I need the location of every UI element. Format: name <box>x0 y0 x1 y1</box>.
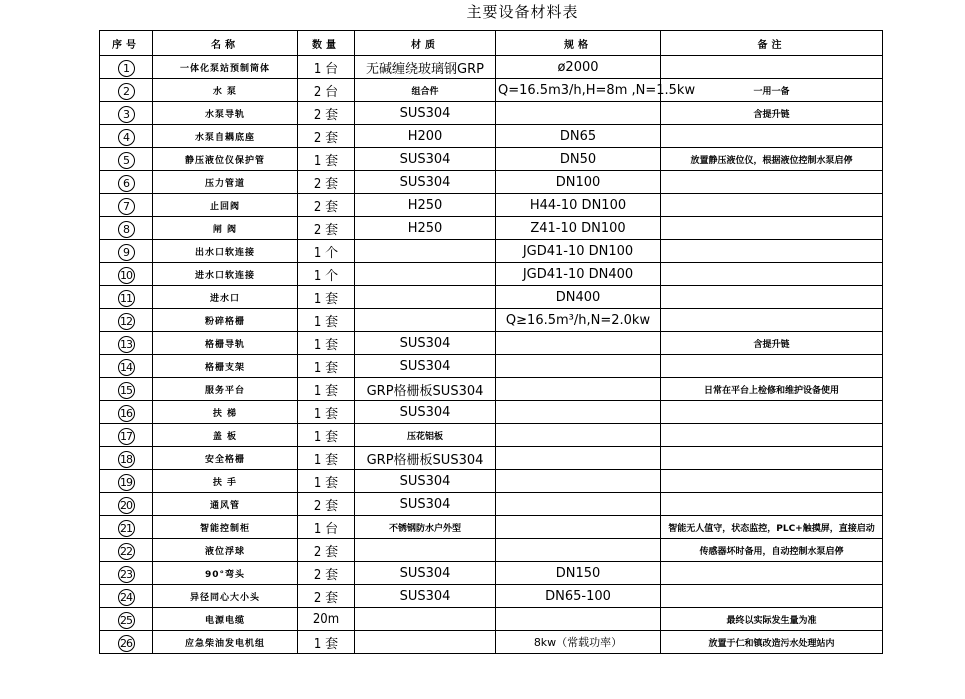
item-name: 粉碎格栅 <box>153 309 298 332</box>
table-row <box>100 378 883 401</box>
item-quantity: 1 套 <box>298 631 355 654</box>
circled-number: 15 <box>118 382 135 399</box>
item-spec <box>496 102 661 125</box>
item-quantity: 2 套 <box>298 539 355 562</box>
table-title: 主要设备材料表 <box>466 3 579 21</box>
item-material: H250 <box>355 217 496 240</box>
item-quantity: 1 套 <box>298 424 355 447</box>
circled-number: 17 <box>118 428 135 445</box>
item-name: 液位浮球 <box>153 539 298 562</box>
row-number-cell <box>100 562 153 585</box>
item-quantity: 2 套 <box>298 562 355 585</box>
table-row <box>100 171 883 194</box>
row-number-cell <box>100 194 153 217</box>
row-number-cell <box>100 217 153 240</box>
circled-number: 8 <box>118 221 135 238</box>
item-spec: DN65-100 <box>496 585 661 608</box>
item-material <box>355 286 496 309</box>
header-spec: 规格 <box>496 31 661 56</box>
table-row <box>100 263 883 286</box>
item-note: 日常在平台上检修和维护设备使用 <box>661 378 883 401</box>
item-material: GRP格栅板SUS304 <box>355 378 496 401</box>
table-row <box>100 332 883 355</box>
item-quantity: 1 台 <box>298 56 355 79</box>
item-material: SUS304 <box>355 585 496 608</box>
circled-number: 19 <box>118 474 135 491</box>
item-quantity: 2 套 <box>298 125 355 148</box>
row-number-cell <box>100 148 153 171</box>
item-note: 放置于仁和镇改造污水处理站内 <box>661 631 883 654</box>
item-note: 含提升链 <box>661 102 883 125</box>
item-spec: ø2000 <box>496 56 661 79</box>
table-row <box>100 217 883 240</box>
item-material: SUS304 <box>355 493 496 516</box>
item-spec <box>496 608 661 631</box>
equipment-material-table <box>99 30 883 654</box>
row-number-cell <box>100 470 153 493</box>
item-note <box>661 309 883 332</box>
item-material: H250 <box>355 194 496 217</box>
table-row <box>100 56 883 79</box>
item-quantity: 2 台 <box>298 79 355 102</box>
item-material: SUS304 <box>355 470 496 493</box>
row-number-cell <box>100 539 153 562</box>
item-note <box>661 217 883 240</box>
item-note <box>661 355 883 378</box>
table-row <box>100 562 883 585</box>
item-quantity: 1 套 <box>298 401 355 424</box>
table-row <box>100 102 883 125</box>
header-qty: 数量 <box>298 31 355 56</box>
item-name: 扶 梯 <box>153 401 298 424</box>
circled-number: 11 <box>118 290 135 307</box>
item-note <box>661 401 883 424</box>
item-name: 闸 阀 <box>153 217 298 240</box>
item-name: 智能控制柜 <box>153 516 298 539</box>
item-note: 传感器坏时备用，自动控制水泵启停 <box>661 539 883 562</box>
header-no: 序号 <box>100 31 153 56</box>
item-spec: Q≥16.5m³/h,N=2.0kw <box>496 309 661 332</box>
row-number-cell <box>100 378 153 401</box>
item-spec <box>496 493 661 516</box>
item-material <box>355 240 496 263</box>
circled-number: 16 <box>118 405 135 422</box>
item-note <box>661 171 883 194</box>
item-name: 格栅导轨 <box>153 332 298 355</box>
circled-number: 6 <box>118 175 135 192</box>
item-spec <box>496 355 661 378</box>
item-name: 进水口软连接 <box>153 263 298 286</box>
table-row <box>100 447 883 470</box>
circled-number: 2 <box>118 83 135 100</box>
item-spec <box>496 378 661 401</box>
item-quantity: 2 套 <box>298 217 355 240</box>
circled-number: 23 <box>118 566 135 583</box>
circled-number: 20 <box>118 497 135 514</box>
table-row <box>100 539 883 562</box>
row-number-cell <box>100 401 153 424</box>
item-material: SUS304 <box>355 562 496 585</box>
circled-number: 9 <box>118 244 135 261</box>
item-note <box>661 447 883 470</box>
item-note <box>661 424 883 447</box>
row-number-cell <box>100 516 153 539</box>
circled-number: 5 <box>118 152 135 169</box>
item-quantity: 1 套 <box>298 378 355 401</box>
item-name: 进水口 <box>153 286 298 309</box>
table-row <box>100 631 883 654</box>
table-row <box>100 401 883 424</box>
table-row <box>100 79 883 102</box>
circled-number: 22 <box>118 543 135 560</box>
item-note <box>661 194 883 217</box>
item-spec <box>496 424 661 447</box>
item-material: 压花铝板 <box>355 424 496 447</box>
item-name: 静压液位仪保护管 <box>153 148 298 171</box>
row-number-cell <box>100 309 153 332</box>
row-number-cell <box>100 424 153 447</box>
item-spec <box>496 539 661 562</box>
item-name: 水 泵 <box>153 79 298 102</box>
item-material: SUS304 <box>355 355 496 378</box>
item-spec: DN50 <box>496 148 661 171</box>
circled-number: 4 <box>118 129 135 146</box>
item-spec <box>496 516 661 539</box>
circled-number: 12 <box>118 313 135 330</box>
item-quantity: 2 套 <box>298 493 355 516</box>
item-name: 止回阀 <box>153 194 298 217</box>
table-row <box>100 608 883 631</box>
item-quantity: 1 套 <box>298 309 355 332</box>
item-name: 扶 手 <box>153 470 298 493</box>
item-quantity: 1 套 <box>298 470 355 493</box>
circled-number: 3 <box>118 106 135 123</box>
item-name: 水泵导轨 <box>153 102 298 125</box>
item-spec: Q=16.5m3/h,H=8m ,N=1.5kw <box>496 79 661 102</box>
row-number-cell <box>100 608 153 631</box>
row-number-cell <box>100 493 153 516</box>
item-name: 格栅支架 <box>153 355 298 378</box>
item-name: 90°弯头 <box>153 562 298 585</box>
row-number-cell <box>100 79 153 102</box>
item-material: SUS304 <box>355 148 496 171</box>
table-row <box>100 424 883 447</box>
item-note <box>661 240 883 263</box>
item-material <box>355 539 496 562</box>
item-note <box>661 493 883 516</box>
item-material: 无碱缠绕玻璃钢GRP <box>355 56 496 79</box>
item-spec: JGD41-10 DN100 <box>496 240 661 263</box>
item-quantity: 2 套 <box>298 585 355 608</box>
row-number-cell <box>100 56 153 79</box>
item-spec: DN65 <box>496 125 661 148</box>
circled-number: 26 <box>118 635 135 652</box>
item-name: 服务平台 <box>153 378 298 401</box>
row-number-cell <box>100 631 153 654</box>
item-spec: H44-10 DN100 <box>496 194 661 217</box>
table-row <box>100 493 883 516</box>
item-name: 异径同心大小头 <box>153 585 298 608</box>
item-quantity: 1 个 <box>298 263 355 286</box>
item-name: 一体化泵站预制筒体 <box>153 56 298 79</box>
item-name: 出水口软连接 <box>153 240 298 263</box>
item-quantity: 2 套 <box>298 194 355 217</box>
header-name: 名称 <box>153 31 298 56</box>
item-note: 含提升链 <box>661 332 883 355</box>
item-name: 安全格栅 <box>153 447 298 470</box>
item-quantity: 2 套 <box>298 102 355 125</box>
item-material: 组合件 <box>355 79 496 102</box>
item-quantity: 1 套 <box>298 355 355 378</box>
item-material: 不锈钢防水户外型 <box>355 516 496 539</box>
table-row <box>100 286 883 309</box>
row-number-cell <box>100 355 153 378</box>
row-number-cell <box>100 125 153 148</box>
item-note <box>661 562 883 585</box>
item-quantity: 1 套 <box>298 447 355 470</box>
circled-number: 13 <box>118 336 135 353</box>
item-note <box>661 56 883 79</box>
row-number-cell <box>100 447 153 470</box>
item-spec: DN400 <box>496 286 661 309</box>
row-number-cell <box>100 286 153 309</box>
item-material: GRP格栅板SUS304 <box>355 447 496 470</box>
table-row <box>100 585 883 608</box>
item-spec: 8kw（常载功率） <box>496 631 661 654</box>
header-material: 材质 <box>355 31 496 56</box>
item-quantity: 1 套 <box>298 286 355 309</box>
item-material: SUS304 <box>355 171 496 194</box>
item-note: 一用一备 <box>661 79 883 102</box>
item-quantity: 20m <box>298 608 355 631</box>
item-spec: DN150 <box>496 562 661 585</box>
row-number-cell <box>100 332 153 355</box>
item-spec: JGD41-10 DN400 <box>496 263 661 286</box>
item-spec <box>496 447 661 470</box>
item-material <box>355 309 496 332</box>
header-note: 备注 <box>661 31 883 56</box>
item-name: 水泵自耦底座 <box>153 125 298 148</box>
item-spec: Z41-10 DN100 <box>496 217 661 240</box>
item-name: 压力管道 <box>153 171 298 194</box>
table-row <box>100 309 883 332</box>
item-quantity: 1 套 <box>298 332 355 355</box>
circled-number: 7 <box>118 198 135 215</box>
item-quantity: 1 台 <box>298 516 355 539</box>
item-spec <box>496 332 661 355</box>
item-note: 最终以实际发生量为准 <box>661 608 883 631</box>
item-note <box>661 470 883 493</box>
table-row <box>100 516 883 539</box>
table-row <box>100 355 883 378</box>
row-number-cell <box>100 171 153 194</box>
row-number-cell <box>100 263 153 286</box>
table-row <box>100 470 883 493</box>
item-note: 智能无人值守，状态监控，PLC+触摸屏，直接启动 <box>661 516 883 539</box>
table-header-row <box>100 31 883 56</box>
item-material <box>355 263 496 286</box>
circled-number: 25 <box>118 612 135 629</box>
item-spec <box>496 401 661 424</box>
item-quantity: 1 个 <box>298 240 355 263</box>
item-note: 放置静压液位仪，根据液位控制水泵启停 <box>661 148 883 171</box>
table-row <box>100 194 883 217</box>
row-number-cell <box>100 585 153 608</box>
item-material: SUS304 <box>355 401 496 424</box>
row-number-cell <box>100 240 153 263</box>
circled-number: 21 <box>118 520 135 537</box>
item-material: SUS304 <box>355 332 496 355</box>
circled-number: 18 <box>118 451 135 468</box>
row-number-cell <box>100 102 153 125</box>
item-spec <box>496 470 661 493</box>
circled-number: 10 <box>118 267 135 284</box>
table-row <box>100 240 883 263</box>
circled-number: 24 <box>118 589 135 606</box>
table-row <box>100 125 883 148</box>
item-name: 电源电缆 <box>153 608 298 631</box>
item-name: 通风管 <box>153 493 298 516</box>
item-note <box>661 263 883 286</box>
item-material <box>355 608 496 631</box>
item-quantity: 1 套 <box>298 148 355 171</box>
item-material: H200 <box>355 125 496 148</box>
circled-number: 1 <box>118 60 135 77</box>
item-note <box>661 125 883 148</box>
item-quantity: 2 套 <box>298 171 355 194</box>
item-spec: DN100 <box>496 171 661 194</box>
item-name: 盖 板 <box>153 424 298 447</box>
table-row <box>100 148 883 171</box>
item-note <box>661 585 883 608</box>
item-note <box>661 286 883 309</box>
circled-number: 14 <box>118 359 135 376</box>
item-material: SUS304 <box>355 102 496 125</box>
item-material <box>355 631 496 654</box>
item-name: 应急柴油发电机组 <box>153 631 298 654</box>
